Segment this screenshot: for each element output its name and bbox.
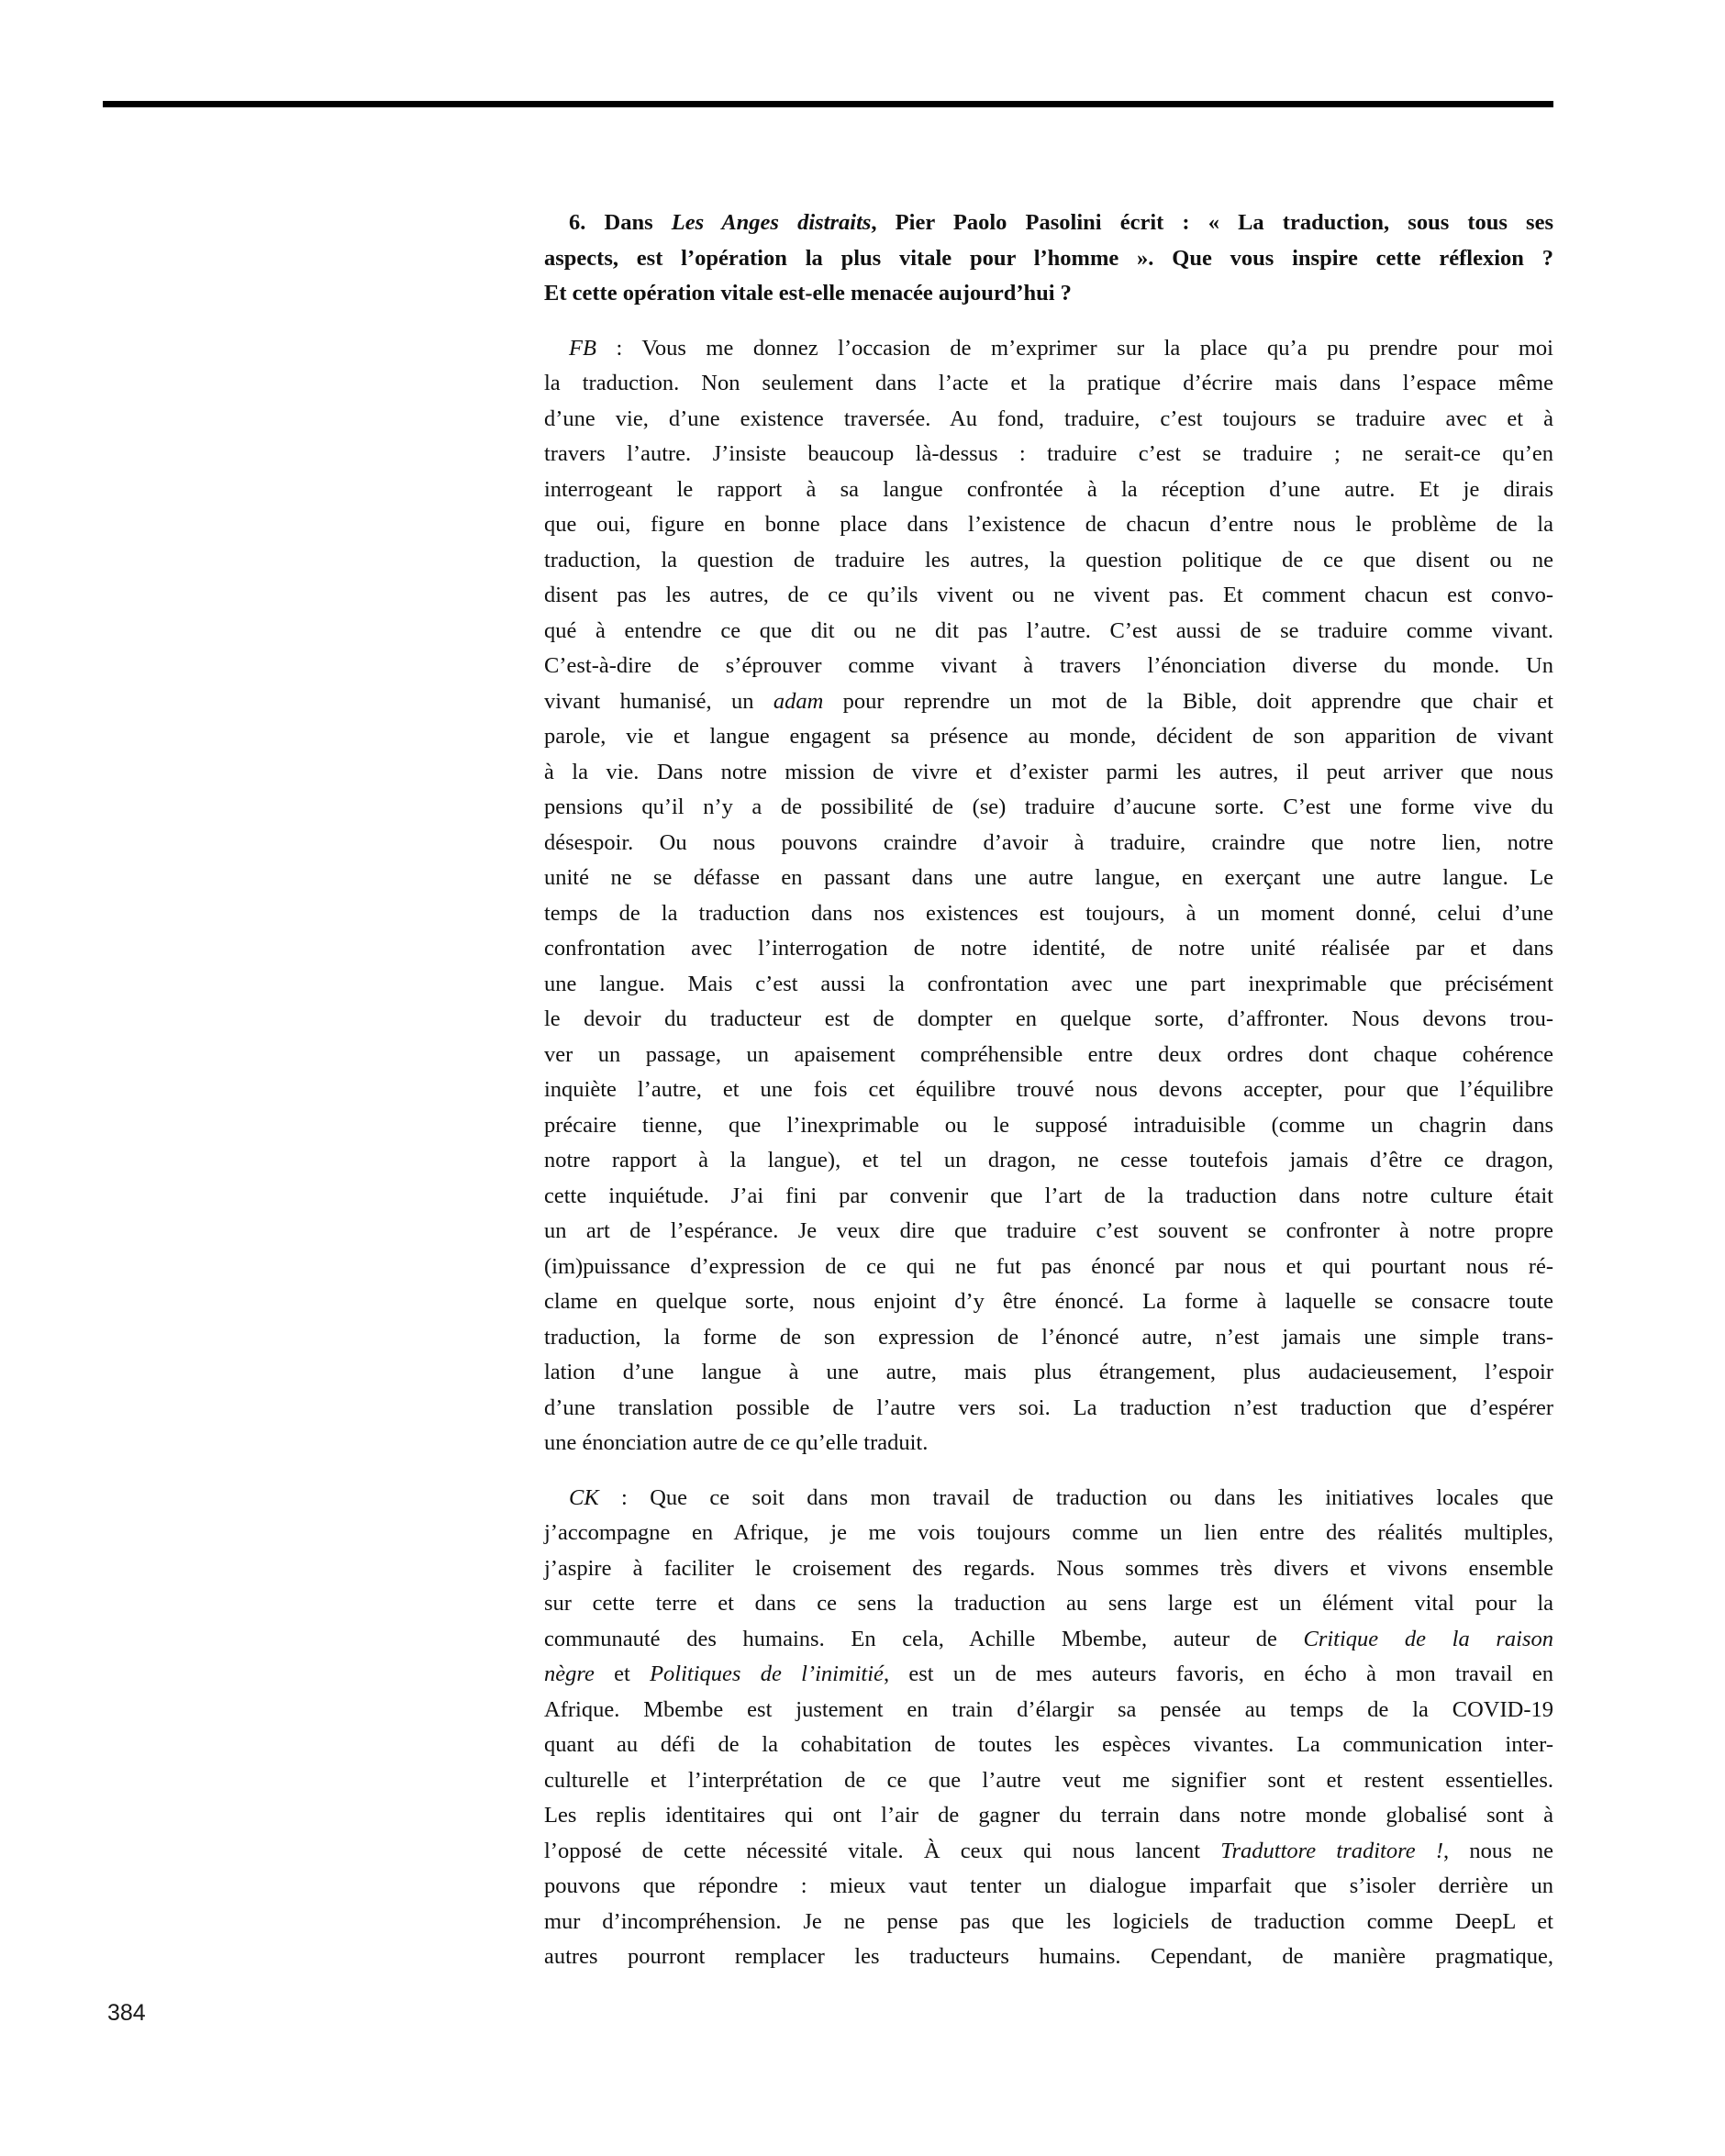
text-line: clame en quelque sorte, nous enjoint d’y être énoncé. La forme à laquelle se consacre toute xyxy=(544,1289,1553,1314)
text-line: le devoir du traducteur est de dompter en quelque sorte, d’affronter. Nous devons trou- xyxy=(544,1006,1553,1031)
text-line: communauté des humains. En cela, Achille Mbembe, auteur de Critique de la raison xyxy=(544,1626,1553,1651)
text-line: mur d’incompréhension. Je ne pense pas que les logiciels de traduction comme DeepL et xyxy=(544,1908,1553,1934)
text-line: nègre et Politiques de l’inimitié, est un de mes auteurs favoris, en écho à mon travail en xyxy=(544,1661,1554,1686)
text-line: une énonciation autre de ce qu’elle traduit. xyxy=(544,1430,929,1455)
text-line: inquiète l’autre, et une fois cet équilibre trouvé nous devons accepter, pour que l’équilibre xyxy=(544,1077,1553,1102)
page-number: 384 xyxy=(107,2000,146,2026)
text-line: (im)puissance d’expression de ce qui ne fut pas énoncé par nous et qui pourtant nous ré- xyxy=(544,1253,1553,1279)
interview-question xyxy=(544,206,1553,312)
text-line: une langue. Mais c’est aussi la confrontation avec une part inexprimable que précisément xyxy=(544,971,1553,996)
text-line: parole, vie et langue engagent sa présence au monde, décident de son apparition de vivant xyxy=(544,724,1553,749)
text-line: temps de la traduction dans nos existences est toujours, à un moment donné, celui d’une xyxy=(544,900,1553,926)
answer-ck xyxy=(544,1481,1553,1975)
text-line: ver un passage, un apaisement compréhensible entre deux ordres dont chaque cohérence xyxy=(544,1041,1553,1067)
text-column xyxy=(544,206,1553,1975)
text-line: pouvons que répondre : mieux vaut tenter un dialogue imparfait que s’isoler derrière un xyxy=(544,1873,1553,1898)
text-line: 6. Dans Les Anges distraits, Pier Paolo Pasolini écrit : « La traduction, sous tous ses xyxy=(569,210,1554,235)
text-line: confrontation avec l’interrogation de notre identité, de notre unité réalisée par et dans xyxy=(544,936,1553,961)
text-line: aspects, est l’opération la plus vitale pour l’homme ». Que vous inspire cette réflexion ? xyxy=(544,245,1553,271)
header-rule xyxy=(103,101,1553,107)
text-line: un art de l’espérance. Je veux dire que traduire c’est souvent se confronter à notre propre xyxy=(544,1218,1553,1243)
text-line: j’aspire à faciliter le croisement des regards. Nous sommes très divers et vivons ensemble xyxy=(544,1555,1553,1581)
text-line: travers l’autre. J’insiste beaucoup là-dessus : traduire c’est se traduire ; ne serait-ce qu’en xyxy=(544,441,1553,466)
text-line: culturelle et l’interprétation de ce que l’autre veut me signifier sont et restent essentielles. xyxy=(544,1767,1553,1793)
text-line: à la vie. Dans notre mission de vivre et d’exister parmi les autres, il peut arriver que nous xyxy=(544,759,1553,784)
text-line: que oui, figure en bonne place dans l’existence de chacun d’entre nous le problème de la xyxy=(544,512,1553,537)
text-line: j’accompagne en Afrique, je me vois toujours comme un lien entre des réalités multiples, xyxy=(544,1520,1553,1545)
text-line: désespoir. Ou nous pouvons craindre d’avoir à traduire, craindre que notre lien, notre xyxy=(544,829,1553,855)
text-line: interrogeant le rapport à sa langue confrontée à la réception d’une autre. Et je dirais xyxy=(544,476,1553,502)
text-line: sur cette terre et dans ce sens la traduction au sens large est un élément vital pour la xyxy=(544,1591,1553,1616)
text-line: d’une vie, d’une existence traversée. Au fond, traduire, c’est toujours se traduire avec et à xyxy=(544,406,1553,431)
text-line: Afrique. Mbembe est justement en train d’élargir sa pensée au temps de la COVID-19 xyxy=(544,1696,1553,1722)
text-line: pensions qu’il n’y a de possibilité de (se) traduire d’aucune sorte. C’est une forme vive du xyxy=(544,795,1553,819)
text-line: traduction, la question de traduire les autres, la question politique de ce que disent ou ne xyxy=(544,547,1553,572)
text-line: lation d’une langue à une autre, mais plus étrangement, plus audacieusement, l’espoir xyxy=(544,1360,1553,1384)
text-line: qué à entendre ce que dit ou ne dit pas l’autre. C’est aussi de se traduire comme vivant. xyxy=(544,617,1553,643)
text-line: CK : Que ce soit dans mon travail de traduction ou dans les initiatives locales que xyxy=(569,1484,1553,1510)
text-line: C’est-à-dire de s’éprouver comme vivant à travers l’énonciation diverse du monde. Un xyxy=(544,653,1553,678)
text-line: Et cette opération vitale est-elle menacée aujourd’hui ? xyxy=(544,281,1072,306)
text-line: vivant humanisé, un adam pour reprendre un mot de la Bible, doit apprendre que chair et xyxy=(544,688,1553,714)
text-line: notre rapport à la langue), et tel un dragon, ne cesse toutefois jamais d’être ce dragon, xyxy=(544,1148,1553,1172)
text-line: unité ne se défasse en passant dans une autre langue, en exerçant une autre langue. Le xyxy=(544,865,1553,890)
text-line: traduction, la forme de son expression de l’énoncé autre, n’est jamais une simple trans- xyxy=(544,1324,1553,1350)
text-line: précaire tienne, que l’inexprimable ou le supposé intraduisible (comme un chagrin dans xyxy=(544,1112,1553,1138)
text-line: Les replis identitaires qui ont l’air de gagner du terrain dans notre monde globalisé sont à xyxy=(544,1803,1553,1828)
text-line: d’une translation possible de l’autre vers soi. La traduction n’est traduction que d’espérer xyxy=(544,1395,1553,1420)
text-line: la traduction. Non seulement dans l’acte et la pratique d’écrire mais dans l’espace même xyxy=(544,371,1553,395)
text-line: cette inquiétude. J’ai fini par convenir que l’art de la traduction dans notre culture était xyxy=(544,1183,1553,1208)
text-line: FB : Vous me donnez l’occasion de m’exprimer sur la place qu’a pu prendre pour moi xyxy=(569,335,1553,361)
text-line: autres pourront remplacer les traducteurs humains. Cependant, de manière pragmatique, xyxy=(544,1944,1553,1969)
text-line: quant au défi de la cohabitation de toutes les espèces vivantes. La communication inter- xyxy=(544,1732,1553,1757)
answer-fb xyxy=(544,331,1553,1461)
text-line: l’opposé de cette nécessité vitale. À ceux qui nous lancent Traduttore traditore !, nous ne xyxy=(544,1838,1553,1863)
text-line: disent pas les autres, de ce qu’ils vivent ou ne vivent pas. Et comment chacun est convo- xyxy=(544,583,1553,607)
